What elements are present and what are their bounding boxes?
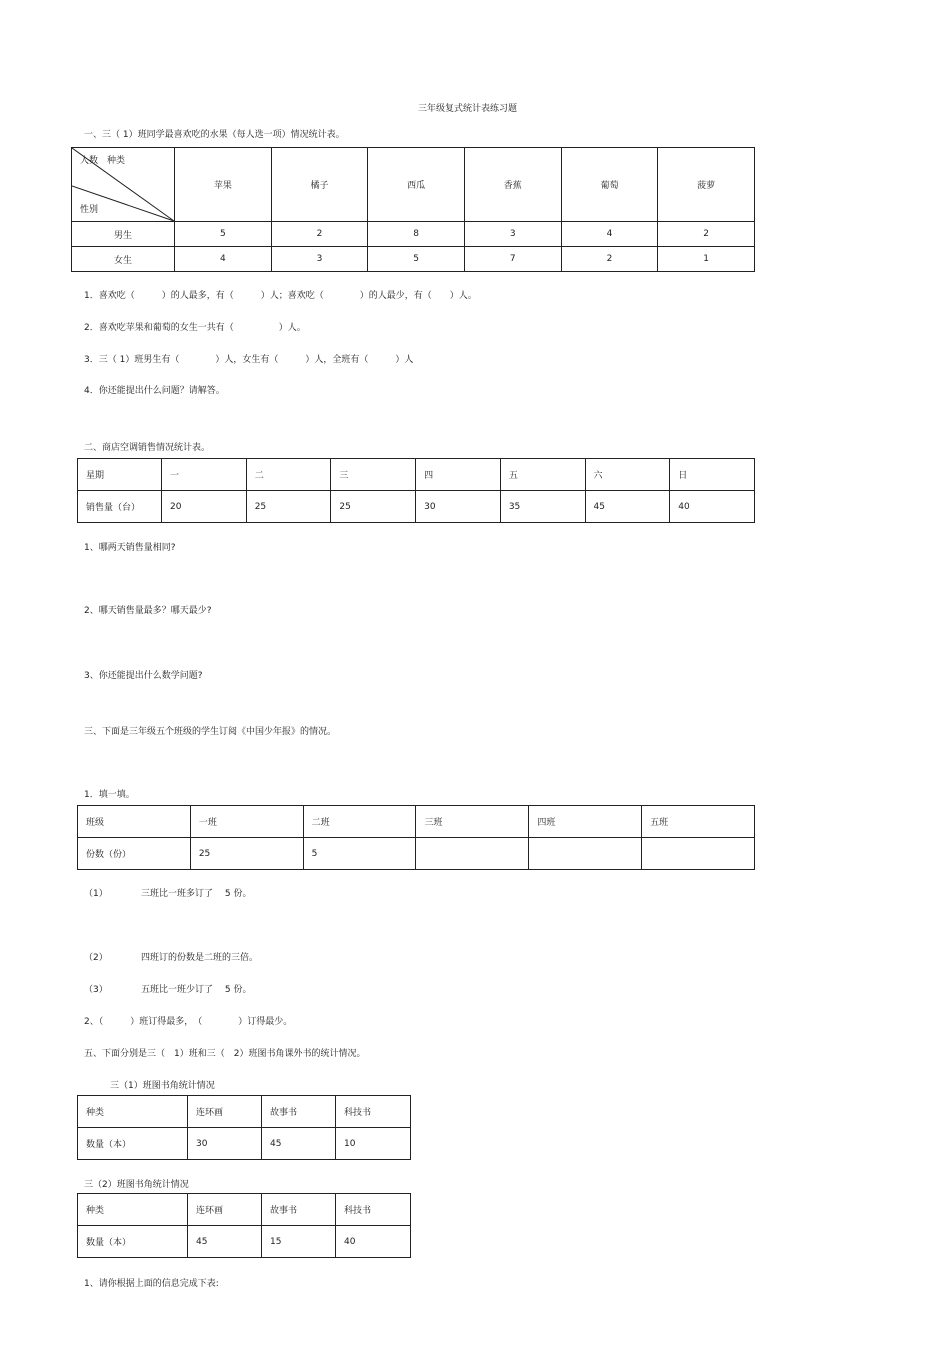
table-header-cell: 一: [162, 459, 247, 491]
table-cell: 3: [271, 247, 368, 272]
table-row: [78, 1194, 411, 1226]
table-row: [78, 1096, 411, 1128]
fruit-column-header: 香蕉: [464, 148, 561, 222]
table-header-cell: 种类: [78, 1194, 188, 1226]
table-header-cell: 四: [416, 459, 501, 491]
table-cell: 40: [336, 1226, 411, 1258]
note-3-number: （3）: [84, 985, 108, 995]
table-cell: 份数（份）: [78, 838, 191, 870]
table-header-cell: 连环画: [188, 1096, 262, 1128]
table-header-cell: 故事书: [262, 1096, 336, 1128]
fruit-column-header: 葡萄: [561, 148, 658, 222]
table-header-cell: 二: [246, 459, 331, 491]
table-row: [78, 838, 755, 870]
table-header-cell: 科技书: [336, 1194, 411, 1226]
section1-question-3: 3．三（ 1）班男生有（ ）人，女生有（ ）人，全班有（ ）人: [84, 355, 414, 365]
fruit-column-header: 橘子: [271, 148, 368, 222]
table-cell: 2: [658, 222, 755, 247]
note-1-text: 三班比一班多订了 5 份。: [141, 889, 252, 899]
table-cell: 30: [188, 1128, 262, 1160]
fruit-column-header: 菠萝: [658, 148, 755, 222]
table-row: [78, 459, 755, 491]
table-header-cell: 三班: [416, 806, 529, 838]
section1-question-4: 4．你还能提出什么问题？请解答。: [84, 386, 225, 396]
table-header-cell: 二班: [303, 806, 416, 838]
table-cell: 45: [188, 1226, 262, 1258]
row-label: 女生: [72, 247, 175, 272]
table-header-cell: 五班: [642, 806, 755, 838]
section5-question-1: 1、请你根据上面的信息完成下表:: [84, 1279, 219, 1289]
table-row: [78, 806, 755, 838]
table-header-cell: 连环画: [188, 1194, 262, 1226]
table-header-cell: 班级: [78, 806, 191, 838]
corner-top-right: 种类: [107, 156, 126, 166]
section1-question-2: 2．喜欢吃苹果和葡萄的女生一共有（ ）人。: [84, 323, 306, 333]
row-label: 男生: [72, 222, 175, 247]
table-cell: 7: [464, 247, 561, 272]
table-cell-blank[interactable]: [416, 838, 529, 870]
section3-heading: 三、下面是三年级五个班级的学生订阅《中国少年报》的情况。: [84, 727, 337, 737]
section3-subheading: 1．填一填。: [84, 790, 135, 800]
class2-books-table: [77, 1193, 411, 1258]
table-cell: 4: [561, 222, 658, 247]
table-cell-blank[interactable]: [642, 838, 755, 870]
table-cell: 4: [175, 247, 272, 272]
section3-question-2: 2、（ ）班订得最多， （ ）订得最少。: [84, 1017, 293, 1027]
table-cell: 5: [303, 838, 416, 870]
table-header-cell: 一班: [190, 806, 303, 838]
table-header-cell: 种类: [78, 1096, 188, 1128]
table-header-cell: 三: [331, 459, 416, 491]
table-cell: 20: [162, 491, 247, 523]
table-header-cell: 星期: [78, 459, 162, 491]
table-cell-blank[interactable]: [529, 838, 642, 870]
note-1-number: （1）: [84, 889, 108, 899]
table-cell: 数量（本）: [78, 1128, 188, 1160]
note-2-text: 四班订的份数是二班的三倍。: [141, 953, 259, 963]
table-cell: 45: [585, 491, 670, 523]
table-cell: 25: [331, 491, 416, 523]
table-cell: 3: [464, 222, 561, 247]
table-header-cell: 四班: [529, 806, 642, 838]
newspaper-table: [77, 805, 755, 870]
table-row: [78, 1226, 411, 1258]
aircon-sales-table: [77, 458, 755, 523]
fruit-header-row: [72, 148, 755, 222]
section2-question-1: 1、哪两天销售量相同?: [84, 543, 176, 553]
table-header-cell: 五: [500, 459, 585, 491]
table-row: [78, 491, 755, 523]
table-cell: 销售量（台）: [78, 491, 162, 523]
table-cell: 8: [368, 222, 465, 247]
table-cell: 40: [670, 491, 755, 523]
table-row: [72, 247, 755, 272]
table-cell: 25: [190, 838, 303, 870]
section1-heading: 一、三（ 1）班同学最喜欢吃的水果（每人选一项）情况统计表。: [84, 130, 345, 140]
note-3-text: 五班比一班少订了 5 份。: [141, 985, 252, 995]
table-cell: 10: [336, 1128, 411, 1160]
table-header-cell: 故事书: [262, 1194, 336, 1226]
fruit-table: [71, 147, 755, 272]
table-cell: 5: [175, 222, 272, 247]
section2-heading: 二、商店空调销售情况统计表。: [84, 443, 211, 453]
section1-question-1: 1．喜欢吃（ ）的人最多，有（ ）人；喜欢吃（ ）的人最少，有（ ）人。: [84, 291, 477, 301]
table-cell: 2: [561, 247, 658, 272]
table-row: [78, 1128, 411, 1160]
table1-caption: 三（1）班图书角统计情况: [110, 1081, 215, 1091]
corner-bottom: 性别: [80, 205, 99, 215]
corner-cell: [72, 148, 175, 222]
table-header-cell: 六: [585, 459, 670, 491]
fruit-column-header: 西瓜: [368, 148, 465, 222]
table-cell: 35: [500, 491, 585, 523]
section5-heading: 五、下面分别是三（ 1）班和三（ 2）班图书角课外书的统计情况。: [84, 1049, 366, 1059]
table2-caption: 三（2）班图书角统计情况: [84, 1180, 189, 1190]
table-cell: 15: [262, 1226, 336, 1258]
corner-top-left: 人数: [80, 156, 99, 166]
table-header-cell: 科技书: [336, 1096, 411, 1128]
table-row: [72, 222, 755, 247]
table-cell: 30: [416, 491, 501, 523]
fruit-column-header: 苹果: [175, 148, 272, 222]
table-header-cell: 日: [670, 459, 755, 491]
class1-books-table: [77, 1095, 411, 1160]
table-cell: 45: [262, 1128, 336, 1160]
section2-question-2: 2、哪天销售量最多？哪天最少?: [84, 606, 212, 616]
table-cell: 2: [271, 222, 368, 247]
table-cell: 数量（本）: [78, 1226, 188, 1258]
table-cell: 5: [368, 247, 465, 272]
note-2-number: （2）: [84, 953, 108, 963]
table-cell: 25: [246, 491, 331, 523]
page-title: 三年级复式统计表练习题: [418, 104, 518, 114]
table-cell: 1: [658, 247, 755, 272]
section2-question-3: 3、你还能提出什么数学问题?: [84, 671, 203, 681]
